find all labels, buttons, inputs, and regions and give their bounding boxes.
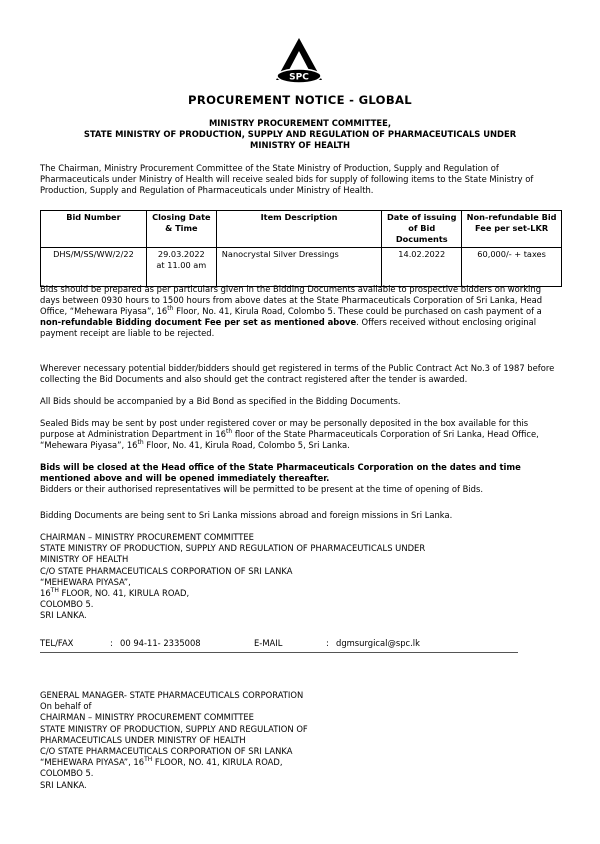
cell-issuing: 14.02.2022	[382, 248, 462, 287]
email-label: E-MAIL	[254, 638, 283, 648]
address-line: C/O STATE PHARMACEUTICALS CORPORATION OF SRI LANKA	[40, 746, 293, 757]
cell-closing-date: 29.03.2022	[157, 249, 205, 259]
table-row	[41, 248, 562, 287]
committee-line: MINISTRY OF HEALTH	[250, 140, 350, 150]
address-line: 16TH FLOOR, NO. 41, KIRULA ROAD,	[40, 587, 190, 599]
address-line: “MEHEWARA PIYASA”,	[40, 576, 131, 587]
col-header-item: Item Description	[216, 211, 381, 248]
committee-line: MINISTRY PROCUREMENT COMMITTEE,	[208, 118, 392, 128]
registration-paragraph: Wherever necessary potential bidder/bidders should get registered in terms of the Public Contract Act No.3 of 1987 before collecting the Bid Documents and also should get the contract registered after the tender is awarded.	[40, 363, 555, 384]
bid-preparation-paragraph: Bids should be prepared as per particulars given in the Bidding Documents available to prospective bidders on working days between 0930 hours to 1500 hours from above dates at the State Pharmaceuticals Corporation of Sri Lanka, Head Office, “Mehewara Piyasa”, 16th Floor, No. 41, Kirula Road, Colombo 5. These could be purchased on cash payment of a non-refundable Bidding document Fee per set as mentioned above. Offers received without enclosing original payment receipt are liable to be rejected.	[40, 284, 543, 338]
committee-heading	[40, 118, 560, 151]
address-line: CHAIRMAN – MINISTRY PROCUREMENT COMMITTEE	[40, 532, 254, 542]
cell-closing	[146, 248, 216, 287]
submission-paragraph: Sealed Bids may be sent by post under registered cover or may be personally deposited in the box available for this purpose at Administration Department in 16th floor of the State Pharmaceuticals Corporation of Sri Lanka, Head Office, “Mehewara Piyasa”, 16th Floor, No. 41, Kirula Road, Colombo 5, Sri Lanka.	[40, 418, 539, 450]
cell-bid-number: DHS/M/SS/WW/2/22	[41, 248, 147, 287]
address-line: On behalf of	[40, 701, 92, 712]
col-header-bid-number: Bid Number	[41, 211, 147, 248]
tel-label: TEL/FAX	[40, 638, 74, 648]
address-line: COLOMBO 5.	[40, 768, 94, 779]
address-line: STATE MINISTRY OF PRODUCTION, SUPPLY AND REGULATION OF	[40, 723, 308, 734]
cell-item: Nanocrystal Silver Dressings	[216, 248, 381, 287]
address-line: C/O STATE PHARMACEUTICALS CORPORATION OF SRI LANKA	[40, 565, 293, 576]
contact-row	[40, 638, 560, 652]
address-line: SRI LANKA.	[40, 610, 87, 621]
divider	[40, 652, 518, 653]
col-header-fee: Non-refundable Bid Fee per set-LKR	[462, 211, 562, 248]
fee-emphasis: non-refundable Bidding document Fee per set as mentioned above	[40, 317, 357, 327]
chairman-address	[40, 532, 560, 622]
table-header-row	[41, 211, 562, 248]
address-line: PHARMACEUTICALS UNDER MINISTRY OF HEALTH	[40, 734, 246, 745]
tel-separator: :	[110, 638, 113, 648]
address-line: GENERAL MANAGER- STATE PHARMACEUTICALS CORPORATION	[40, 690, 304, 700]
address-line: STATE MINISTRY OF PRODUCTION, SUPPLY AND REGULATION OF PHARMACEUTICALS UNDER	[40, 543, 426, 554]
spc-logo-icon	[268, 36, 330, 86]
col-header-issuing: Date of issuing of Bid Documents	[382, 211, 462, 248]
logo-text: SPC	[289, 72, 309, 83]
committee-line: STATE MINISTRY OF PRODUCTION, SUPPLY AND REGULATION OF PHARMACEUTICALS UNDER	[83, 129, 517, 139]
cell-fee: 60,000/- + taxes	[462, 248, 562, 287]
address-line: “MEHEWARA PIYASA”, 16TH FLOOR, NO. 41, KIRULA ROAD,	[40, 756, 283, 768]
address-line: SRI LANKA.	[40, 779, 87, 790]
address-line: COLOMBO 5.	[40, 599, 94, 610]
address-line: MINISTRY OF HEALTH	[40, 554, 129, 565]
missions-paragraph: Bidding Documents are being sent to Sri Lanka missions abroad and foreign missions in Sri Lanka.	[40, 510, 453, 520]
cell-closing-time: at 11.00 am	[156, 260, 207, 270]
email-separator: :	[326, 638, 329, 648]
bid-table	[40, 210, 562, 287]
address-line: CHAIRMAN – MINISTRY PROCUREMENT COMMITTEE	[40, 712, 254, 723]
email-link[interactable]: dgmsurgical@spc.lk	[336, 638, 420, 648]
bid-bond-paragraph: All Bids should be accompanied by a Bid Bond as specified in the Bidding Documents.	[40, 396, 401, 406]
col-header-closing: Closing Date & Time	[146, 211, 216, 248]
closing-emphasis: Bids will be closed at the Head office of the State Pharmaceuticals Corporation on the dates and time mentioned above and will be opened immediately thereafter.	[40, 462, 521, 483]
closing-paragraph: Bids will be closed at the Head office of the State Pharmaceuticals Corporation on the dates and time mentioned above and will be opened immediately thereafter. Bidders or their authorised representatives will be permitted to be present at the time of opening of Bids.	[40, 462, 521, 494]
page-title: PROCUREMENT NOTICE - GLOBAL	[188, 93, 412, 107]
general-manager-address	[40, 690, 560, 791]
tel-value: 00 94-11- 2335008	[120, 638, 201, 648]
intro-paragraph: The Chairman, Ministry Procurement Committee of the State Ministry of Production, Supply and Regulation of Pharmaceuticals under Ministry of Health will receive sealed bids for supply of following items to the State Ministry of Production, Supply and Regulation of Pharmaceuticals under Ministry of Health.	[40, 163, 534, 195]
